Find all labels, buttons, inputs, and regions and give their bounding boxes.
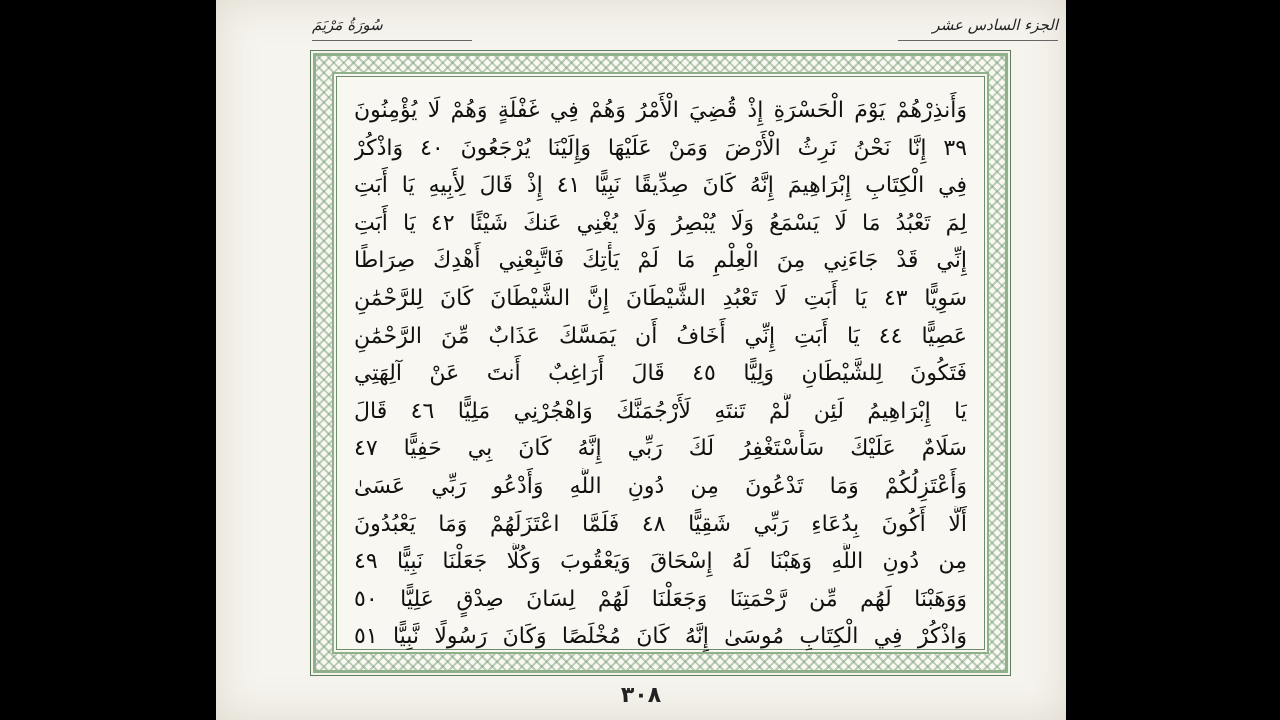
mushaf-page [216, 0, 1066, 720]
verse-line: وَوَهَبْنَا لَهُم مِّن رَّحْمَتِنَا وَجَعَلْنَا لَهُمْ لِسَانَ صِدْقٍ عَلِيًّا ٥٠ [354, 586, 967, 612]
surah-name-header: سُورَةُ مَرْيَمَ [312, 16, 383, 34]
verse-line: أَلَّا أَكُونَ بِدُعَاءِ رَبِّي شَقِيًّا ٤٨ فَلَمَّا اعْتَزَلَهُمْ وَمَا يَعْبُدُونَ [354, 511, 967, 537]
verse-line: عَصِيًّا ٤٤ يَا أَبَتِ إِنِّي أَخَافُ أَن يَمَسَّكَ عَذَابٌ مِّنَ الرَّحْمَٰنِ [354, 323, 967, 349]
verse-line: وَاذْكُرْ فِي الْكِتَابِ مُوسَىٰ إِنَّهُ كَانَ مُخْلَصًا وَكَانَ رَسُولًا نَّبِيًّا ٥١ [354, 624, 967, 650]
verse-line: مِن دُونِ اللَّهِ وَهَبْنَا لَهُ إِسْحَاقَ وَيَعْقُوبَ وَكُلًّا جَعَلْنَا نَبِيًّا ٤٩ [354, 549, 967, 575]
verse-line: سَلَامٌ عَلَيْكَ سَأَسْتَغْفِرُ لَكَ رَبِّي إِنَّهُ كَانَ بِي حَفِيًّا ٤٧ [354, 436, 967, 462]
verse-line: فَتَكُونَ لِلشَّيْطَانِ وَلِيًّا ٤٥ قَالَ أَرَاغِبٌ أَنتَ عَنْ آلِهَتِي [354, 361, 967, 387]
verse-line: فِي الْكِتَابِ إِبْرَاهِيمَ إِنَّهُ كَانَ صِدِّيقًا نَبِيًّا ٤١ إِذْ قَالَ لِأَبِيهِ يَا أَبَتِ [354, 173, 967, 199]
verse-line: إِنِّي قَدْ جَاءَنِي مِنَ الْعِلْمِ مَا لَمْ يَأْتِكَ فَاتَّبِعْنِي أَهْدِكَ صِرَاطًا [354, 248, 967, 274]
header-rule-left [312, 40, 472, 41]
verse-line: لِمَ تَعْبُدُ مَا لَا يَسْمَعُ وَلَا يُبْصِرُ وَلَا يُغْنِي عَنكَ شَيْئًا ٤٢ يَا أَبَتِ [354, 210, 967, 236]
verse-line: ٣٩ إِنَّا نَحْنُ نَرِثُ الْأَرْضَ وَمَنْ عَلَيْهَا وَإِلَيْنَا يُرْجَعُونَ ٤٠ وَاذْكُرْ [354, 135, 967, 161]
page-number: ٣٠٨ [620, 683, 662, 708]
verse-line: يَا إِبْرَاهِيمُ لَئِن لَّمْ تَنتَهِ لَأَرْجُمَنَّكَ وَاهْجُرْنِي مَلِيًّا ٤٦ قَالَ [354, 398, 967, 424]
text-panel [332, 72, 989, 654]
juz-name-header: الجزء السادس عشر [932, 16, 1058, 34]
verse-line: وَأَنذِرْهُمْ يَوْمَ الْحَسْرَةِ إِذْ قُضِيَ الْأَمْرُ وَهُمْ فِي غَفْلَةٍ وَهُمْ لَا يُؤْمِنُونَ [354, 98, 967, 123]
header-rule-right [898, 40, 1058, 41]
verse-text-block [354, 92, 967, 656]
ornamental-border [313, 53, 1008, 673]
verse-line: سَوِيًّا ٤٣ يَا أَبَتِ لَا تَعْبُدِ الشَّيْطَانَ إِنَّ الشَّيْطَانَ كَانَ لِلرَّحْمَٰنِ [354, 285, 967, 311]
verse-line: وَأَعْتَزِلُكُمْ وَمَا تَدْعُونَ مِن دُونِ اللَّهِ وَأَدْعُو رَبِّي عَسَىٰ [354, 473, 967, 499]
